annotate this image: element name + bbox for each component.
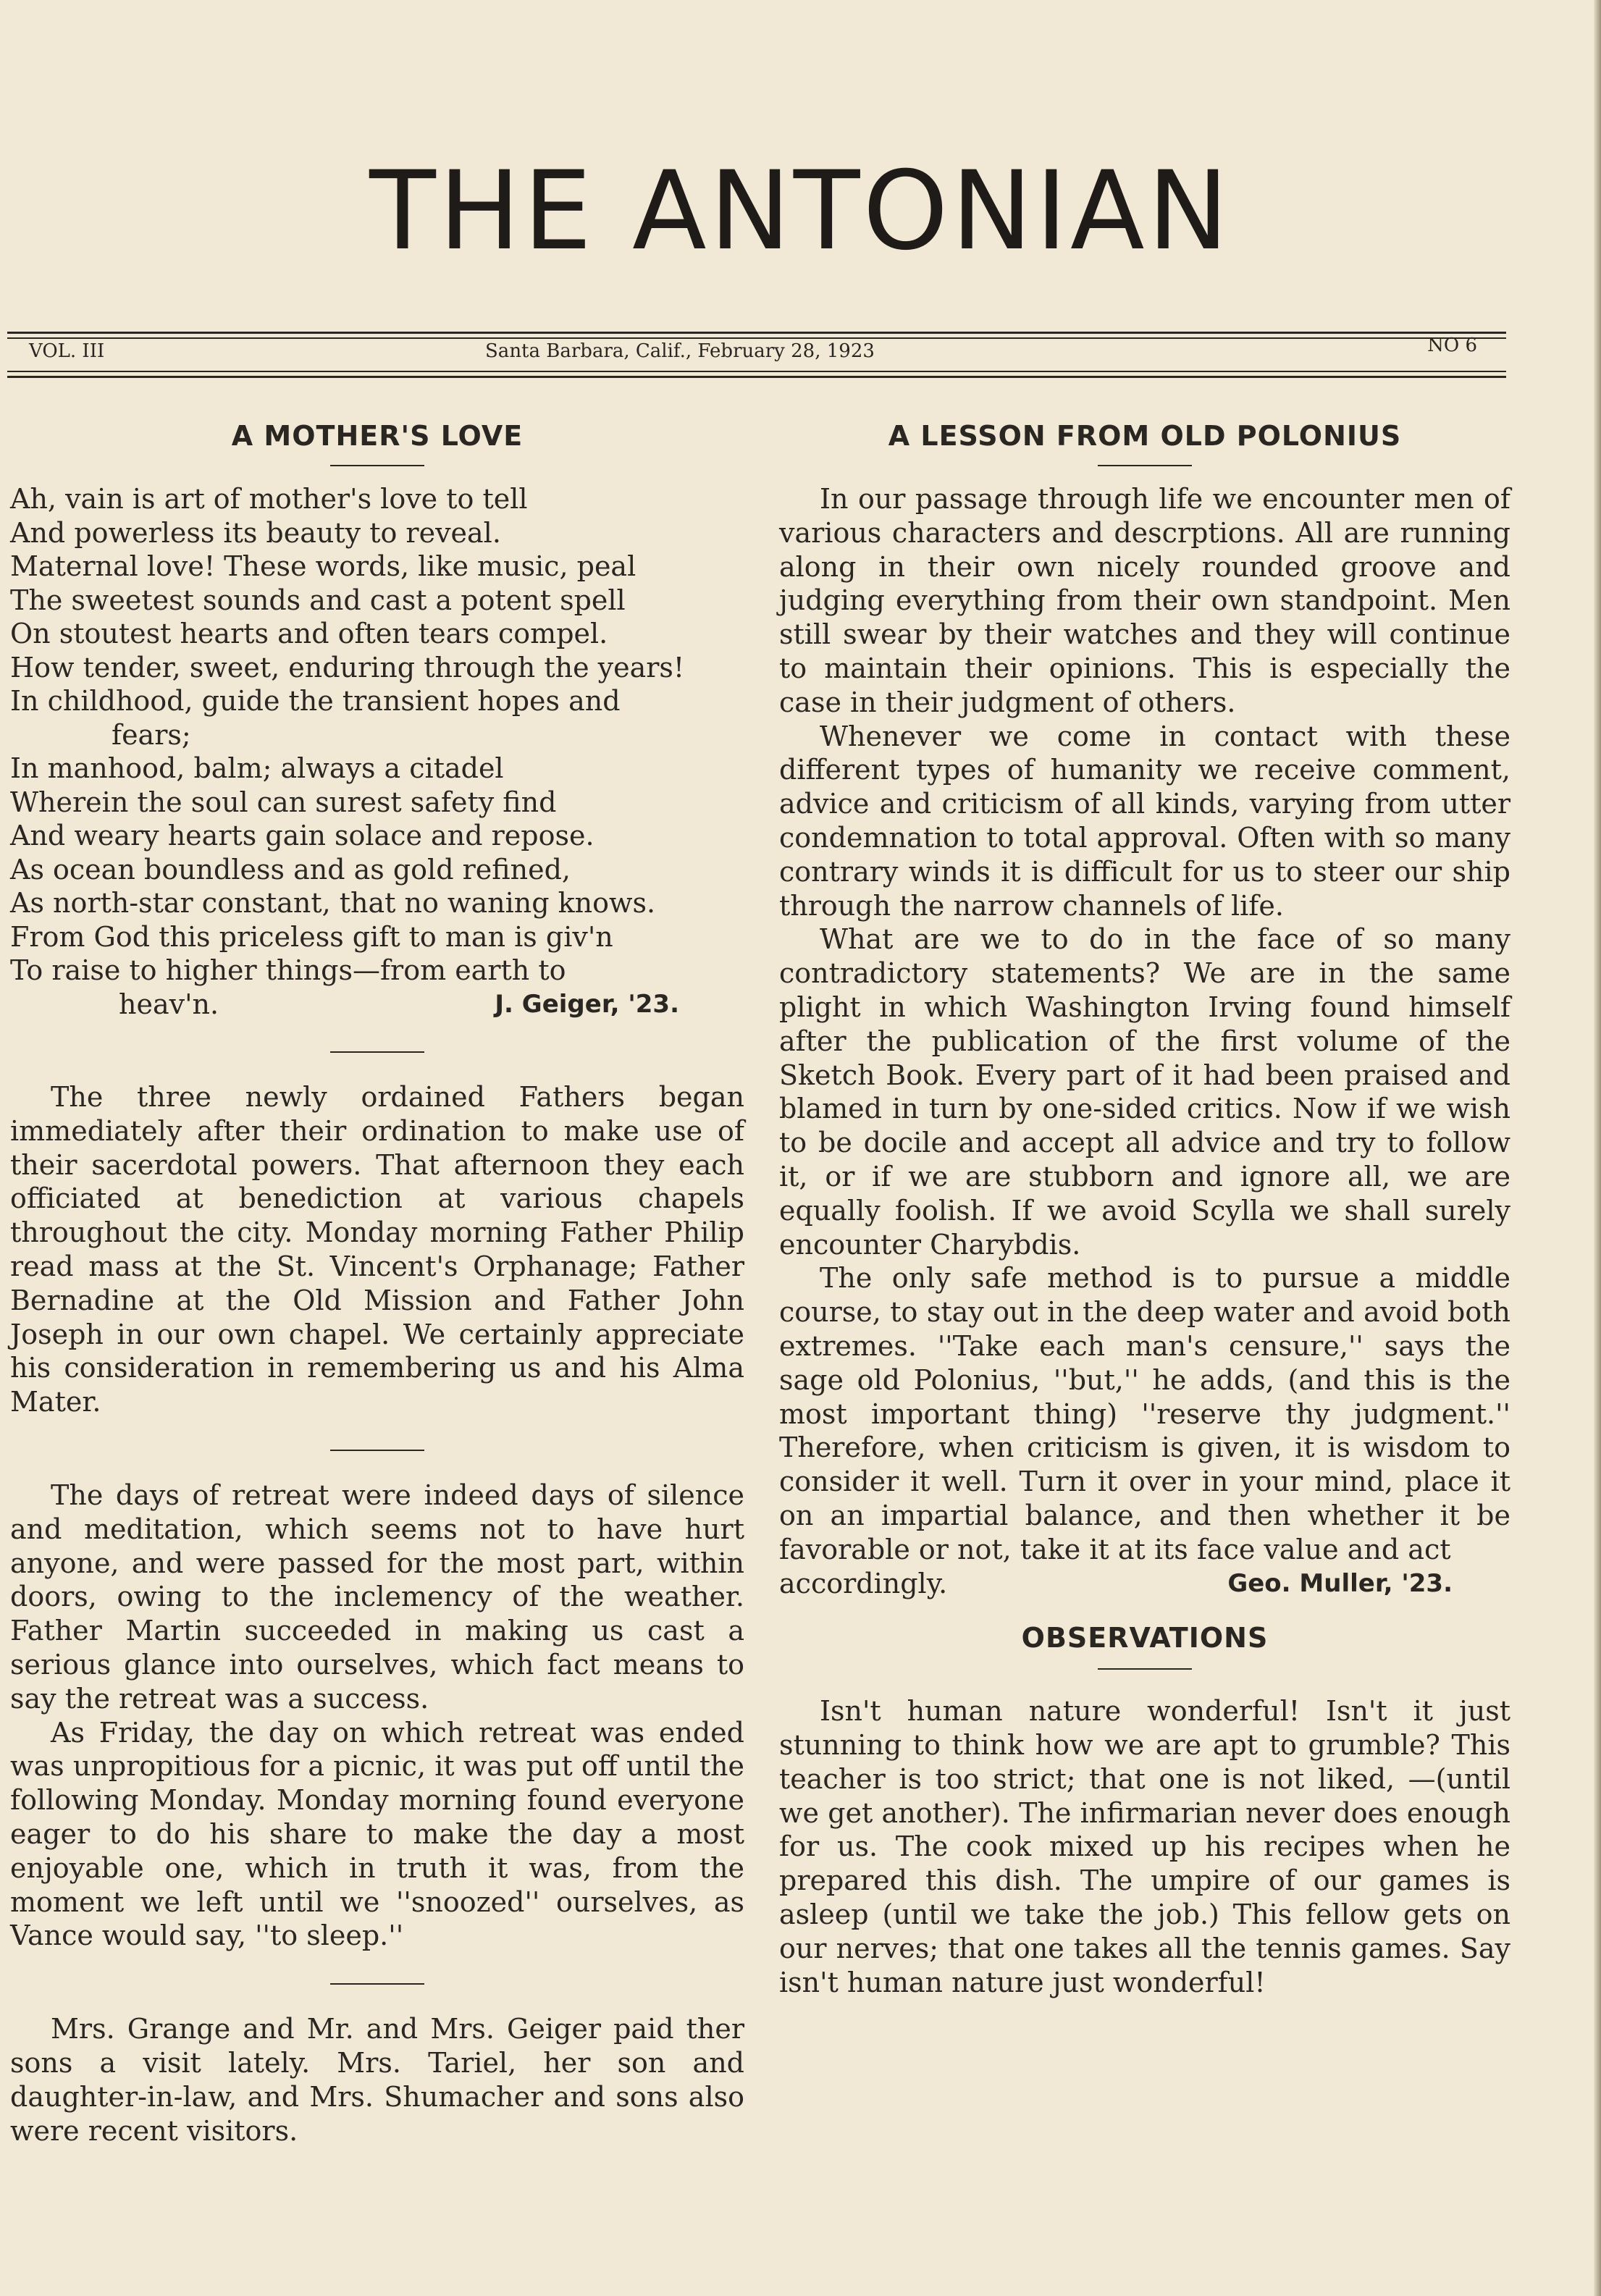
left-column (10, 420, 744, 2148)
separator (330, 1051, 424, 1053)
poem-line: On stoutest hearts and often tears compel. (10, 618, 608, 649)
article-paragraph: In our passage through life we encounter men of various characters and descrptions. All are running along in their own nicely rounded groove and judging everything from their own standpoint. Men still swear by their watches and they will continue to maintain their opinions. This is especially the case in their judgment of others. (779, 483, 1510, 718)
volume-label: VOL. III (29, 340, 105, 362)
header-rule (7, 332, 1506, 334)
poem-line: Ah, vain is art of mother's love to tell (10, 483, 528, 515)
poem-author: J. Geiger, '23. (495, 989, 679, 1019)
article-last-line: accordingly. (779, 1567, 948, 1599)
poem-line: The sweetest sounds and cast a potent spell (10, 584, 626, 616)
poem-line: fears; (112, 718, 191, 751)
poem-line: As north-star constant, that no waning knows. (10, 887, 656, 919)
article-author: Geo. Muller, '23. (1227, 1568, 1453, 1598)
header-rule (7, 371, 1506, 372)
article-paragraph: Whenever we come in contact with these different types of humanity we receive comment, advice and criticism of all kinds, varying from utter condemnation to total approval. Often with so many contrary winds it is difficult for us to steer our ship through the narrow channels of life. (779, 720, 1510, 922)
poem-line: In manhood, balm; always a citadel (10, 752, 504, 784)
poem-line: heav'n. (119, 988, 219, 1020)
poem (10, 482, 744, 1021)
place-date: Santa Barbara, Calif., February 28, 1923 (485, 340, 875, 362)
poem-line: From God this priceless gift to man is giv'n (10, 920, 613, 953)
separator (330, 465, 424, 466)
news-item-visitors: Mrs. Grange and Mr. and Mrs. Geiger paid ther sons a visit lately. Mrs. Tariel, her son and daughter-in-law, and Mrs. Shumacher and sons also were recent visitors. (10, 2013, 744, 2147)
separator (1098, 465, 1192, 466)
right-column (779, 420, 1510, 1999)
observations-title: OBSERVATIONS (1021, 1622, 1269, 1654)
separator (330, 1450, 424, 1451)
observations-text: Isn't human nature wonderful! Isn't it just stunning to think how we are apt to grumble? This teacher is too strict; that one is not liked, —(until we get another). The infirmarian never does enough for us. The cook mixed up his recipes when he prepared this dish. The umpire of our games is asleep (until we take the job.) This fellow gets on our nerves; that one takes all the tennis games. Say isn't human nature just wonderful! (779, 1695, 1510, 1998)
article-paragraph: What are we to do in the face of so many contradictory statements? We are in the same plight in which Washington Irving found himself after the publication of the first volume of the Sketch Book. Every part of it had been praised and blamed in turn by one-sided critics. Now if we wish to be docile and accept all advice and try to follow it, or if we are stubborn and ignore all, we are equally foolish. If we avoid Scylla we shall surely encounter Charybdis. (779, 923, 1510, 1261)
separator (1098, 1668, 1192, 1670)
news-item-picnic: As Friday, the day on which retreat was ended was unpropitious for a picnic, it was put off until the following Monday. Monday morning found everyone eager to do his share to make the day a most enjoyable one, which in truth it was, from the moment we left until we ''snoozed'' ourselves, as Vance would say, ''to sleep.'' (10, 1716, 744, 1952)
page-edge (1594, 0, 1601, 2296)
header-rule (7, 337, 1506, 339)
poem-line: How tender, sweet, enduring through the years! (10, 651, 685, 684)
poem-line: Maternal love! These words, like music, peal (10, 550, 636, 582)
poem-line: And powerless its beauty to reveal. (10, 516, 501, 549)
article-title: A LESSON FROM OLD POLONIUS (888, 420, 1402, 452)
header-rule (7, 376, 1506, 378)
poem-line: And weary hearts gain solace and repose. (10, 820, 594, 851)
article-paragraph: The only safe method is to pursue a middle course, to stay out in the deep water and avoid both extremes. ''Take each man's censure,'' says the sage old Polonius, ''but,'' he adds, (and this is the most important thing) ''reserve thy judgment.'' Therefore, when criticism is given, it is wisdom to consider it well. Turn it over in your mind, place it on an impartial balance, and then whether it be favorable or not, take it at its face value and act (779, 1262, 1510, 1565)
issue-number: NO 6 (1427, 335, 1477, 356)
issue-line (14, 335, 1492, 365)
poem-line: As ocean boundless and as gold refined, (10, 853, 571, 886)
separator (330, 1983, 424, 1985)
news-item-ordination: The three newly ordained Fathers began immediately after their ordination to make use of their sacerdotal powers. That afternoon they each officiated at benediction at various chapels throughout the city. Monday morning Father Philip read mass at the St. Vincent's Orphanage; Father Bernadine at the Old Mission and Father John Joseph in our own chapel. We certainly appreciate his consideration in remembering us and his Alma Mater. (10, 1081, 744, 1418)
news-item-retreat: The days of retreat were indeed days of silence and meditation, which seems not to have hurt anyone, and were passed for the most part, within doors, owing to the inclemency of the weather. Father Martin succeeded in making us cast a serious glance into ourselves, which fact means to say the retreat was a success. (10, 1479, 744, 1715)
masthead-title: THE ANTONIAN (369, 148, 1232, 274)
poem-line: Wherein the soul can surest safety find (10, 786, 557, 818)
poem-line: To raise to higher things—from earth to (10, 954, 566, 986)
article-signoff (779, 1567, 1510, 1601)
poem-line: In childhood, guide the transient hopes and (10, 685, 621, 717)
poem-signoff (10, 988, 744, 1022)
poem-title: A MOTHER'S LOVE (231, 420, 524, 452)
